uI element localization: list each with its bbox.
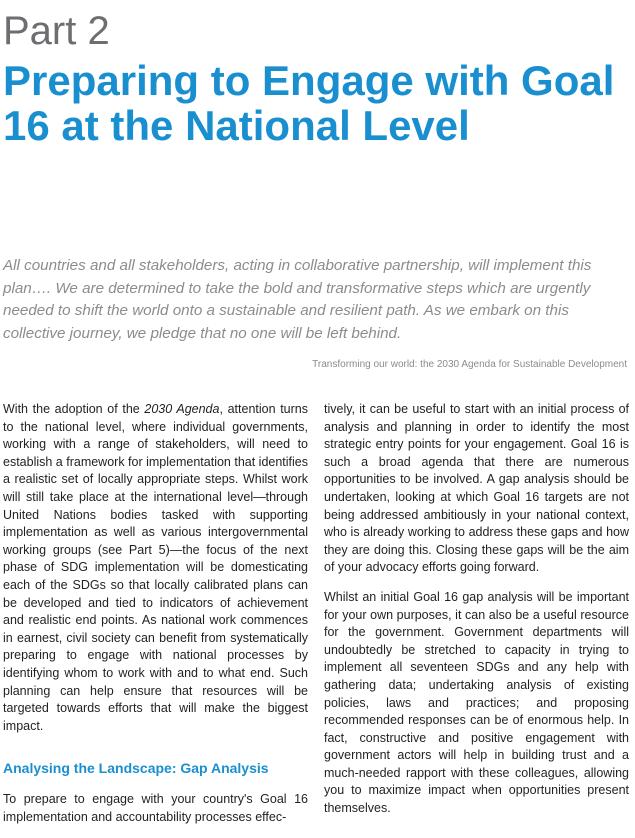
section-heading: Analysing the Landscape: Gap Analysis — [3, 760, 269, 777]
part-label: Part 2 — [3, 9, 110, 53]
left-paragraph-1: With the adoption of the 2030 Agenda, attention turns to the national level, where individual governments, working with a range of stakeholders, will need to establish a framework for implementation that identifies a realistic set of locally appropriate steps. Whilst work will still take place at the international level—through United Nations bodies tasked with supporting implementation as well as various intergovernmental working groups (see Part 5)—the focus of the next phase of SDG implementation will be domesticating each of the SDGs so that locally calibrated plans can be developed and tied to indicators of achievement and realistic end points. As national work commences in earnest, civil society can benefit from systematically preparing to engage with national processes by identifying whom to work with and to what end. Such planning can help ensure that resources will be targeted towards efforts that will make the biggest impact. — [3, 402, 309, 733]
right-column — [324, 401, 629, 830]
right-paragraph-2: Whilst an initial Goal 16 gap analysis will be important for your own purposes, it can also be a useful resource for the government. Government departments will undoubtedly be stretched to capacity in trying to implement all seventeen SDGs and any help with gathering data; undertaking analysis of existing policies, laws and practices; and proposing recommended responses can be of enormous help. In fact, constructive and positive engagement with government actors will help in building trust and a much-needed rapport with these colleagues, allowing you to maximize impact when opportunities present themselves. — [324, 589, 629, 816]
right-paragraph-1: tively, it can be useful to start with an initial process of analysis and planning in order to identify the most strategic entry points for your engagement. Goal 16 is such a broad agenda that there are numerous opportunities to be involved. A gap analysis should be undertaken, looking at which Goal 16 targets are not being addressed ambitiously in your national context, who is already working to address these gaps and how they are doing this. Closing these gaps will be the aim of your advocacy efforts going forward. — [324, 402, 629, 575]
left-paragraph-2: To prepare to engage with your country's Goal 16 implementation and accountability processes effec- — [3, 792, 308, 824]
left-column — [3, 401, 308, 838]
page-title: Preparing to Engage with Goal 16 at the National Level — [3, 57, 615, 149]
epigraph-source: Transforming our world: the 2030 Agenda for Sustainable Development — [312, 359, 627, 370]
agenda-emphasis: 2030 Agenda — [144, 402, 220, 416]
epigraph-quote: All countries and all stakeholders, acting in collaborative partnership, will implement this plan…. We are determined to take the bold and transformative steps which are urgently needed to shift the world onto a sustainable and resilient path. As we embark on this collective journey, we pledge that no one will be left behind. — [3, 257, 592, 342]
